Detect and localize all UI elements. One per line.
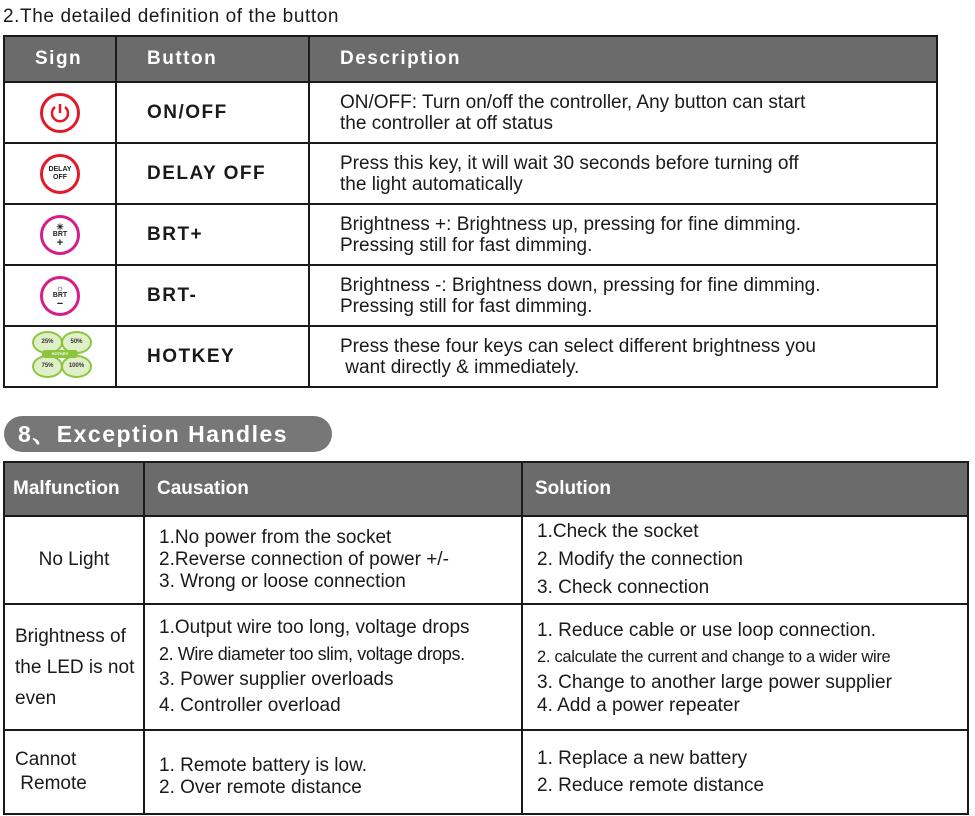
hotkey-100-label: 100% xyxy=(61,355,92,378)
solution-line: 3. Change to another large power supplier xyxy=(537,672,892,693)
table-row xyxy=(4,204,937,265)
description-line: Brightness +: Brightness up, pressing for fine dimming. xyxy=(340,213,801,235)
solution-line: 1.Check the socket xyxy=(537,521,699,542)
malfunction-text: Remote xyxy=(15,773,87,794)
button-description xyxy=(309,265,937,326)
button-description xyxy=(309,82,937,143)
causation-line: 2. Wire diameter too slim, voltage drops. xyxy=(159,644,465,664)
table-row xyxy=(4,730,968,814)
description-line: the controller at off status xyxy=(340,112,553,134)
sign-cell xyxy=(4,82,116,143)
header-sign: Sign xyxy=(4,36,116,82)
causation-cell xyxy=(144,516,522,604)
button-name: DELAY OFF xyxy=(116,143,309,204)
description-line: Brightness -: Brightness down, pressing for fine dimming. xyxy=(340,274,821,296)
description-line: Pressing still for fast dimming. xyxy=(340,234,593,256)
solution-cell xyxy=(522,730,968,814)
header-malfunction: Malfunction xyxy=(4,462,144,516)
sign-cell xyxy=(4,265,116,326)
sun-icon: ☼ xyxy=(55,282,65,293)
malfunction-text: the LED is not xyxy=(15,656,135,678)
hotkey-75-label: 75% xyxy=(32,355,63,378)
malfunction-text: even xyxy=(15,687,57,709)
sign-cell xyxy=(4,143,116,204)
hotkey-icon xyxy=(30,331,90,377)
solution-line: 2. calculate the current and change to a wider wire xyxy=(537,648,891,666)
causation-line: 4. Controller overload xyxy=(159,695,341,716)
malfunction-cell xyxy=(4,730,144,814)
header-button: Button xyxy=(116,36,309,82)
causation-line: 1. Remote battery is low. xyxy=(159,754,368,776)
causation-cell xyxy=(144,730,522,814)
intro-heading: 2.The detailed definition of the button xyxy=(3,6,340,27)
table-header-row xyxy=(4,36,937,82)
malfunction-text: No Light xyxy=(38,549,110,570)
malfunction-text: Brightness of xyxy=(15,625,126,647)
header-description: Description xyxy=(309,36,937,82)
solution-line: 1. Reduce cable or use loop connection. xyxy=(537,620,877,641)
table-row xyxy=(4,265,937,326)
table-row xyxy=(4,82,937,143)
solution-cell xyxy=(522,604,968,730)
causation-line: 2. Over remote distance xyxy=(159,776,362,798)
hotkey-center-label: HOTKEY xyxy=(42,350,78,358)
icon-label: + xyxy=(56,236,64,249)
header-causation: Causation xyxy=(144,462,522,516)
sun-icon: ☀ xyxy=(55,221,65,232)
exception-table xyxy=(3,461,969,815)
description-line: want directly & immediately. xyxy=(340,356,580,378)
malfunction-text: Cannot xyxy=(15,749,77,770)
delay-off-icon xyxy=(40,154,80,194)
solution-cell xyxy=(522,516,968,604)
button-description xyxy=(309,204,937,265)
solution-line: 2. Modify the connection xyxy=(537,549,743,570)
solution-line: 2. Reduce remote distance xyxy=(537,775,765,796)
button-name: BRT- xyxy=(116,265,309,326)
icon-label: BRT xyxy=(52,291,68,299)
description-line: Pressing still for fast dimming. xyxy=(340,295,593,317)
table-row xyxy=(4,326,937,387)
button-name: HOTKEY xyxy=(116,326,309,387)
hotkey-25-label: 25% xyxy=(32,331,63,354)
causation-cell xyxy=(144,604,522,730)
causation-line: 3. Power supplier overloads xyxy=(159,669,394,690)
icon-label: DELAY xyxy=(48,165,72,173)
sign-cell xyxy=(4,326,116,387)
section-title: 8、Exception Handles xyxy=(4,416,332,452)
table-row xyxy=(4,604,968,730)
brightness-down-icon xyxy=(40,276,80,316)
button-definition-table xyxy=(3,35,938,388)
description-line: ON/OFF: Turn on/off the controller, Any button can start xyxy=(340,91,806,113)
causation-line: 2.Reverse connection of power +/- xyxy=(159,549,449,570)
button-name: ON/OFF xyxy=(116,82,309,143)
icon-label: BRT xyxy=(52,230,68,238)
causation-line: 1.Output wire too long, voltage drops xyxy=(159,617,470,638)
malfunction-cell xyxy=(4,604,144,730)
malfunction-cell xyxy=(4,516,144,604)
button-description xyxy=(309,143,937,204)
solution-line: 3. Check connection xyxy=(537,577,710,598)
causation-line: 3. Wrong or loose connection xyxy=(159,571,406,592)
button-description xyxy=(309,326,937,387)
button-name: BRT+ xyxy=(116,204,309,265)
description-line: Press this key, it will wait 30 seconds before turning off xyxy=(340,152,799,174)
description-line: the light automatically xyxy=(340,173,523,195)
icon-label: − xyxy=(56,297,64,310)
solution-line: 4. Add a power repeater xyxy=(537,695,740,716)
causation-line: 1.No power from the socket xyxy=(159,527,392,548)
sign-cell xyxy=(4,204,116,265)
description-line: Press these four keys can select different brightness you xyxy=(340,335,816,357)
table-row xyxy=(4,516,968,604)
solution-line: 1. Replace a new battery xyxy=(537,748,748,769)
table-row xyxy=(4,143,937,204)
icon-label: OFF xyxy=(53,173,67,181)
hotkey-50-label: 50% xyxy=(61,331,92,354)
header-solution: Solution xyxy=(522,462,968,516)
table-header-row xyxy=(4,462,968,516)
power-icon xyxy=(40,93,80,133)
brightness-up-icon xyxy=(40,215,80,255)
